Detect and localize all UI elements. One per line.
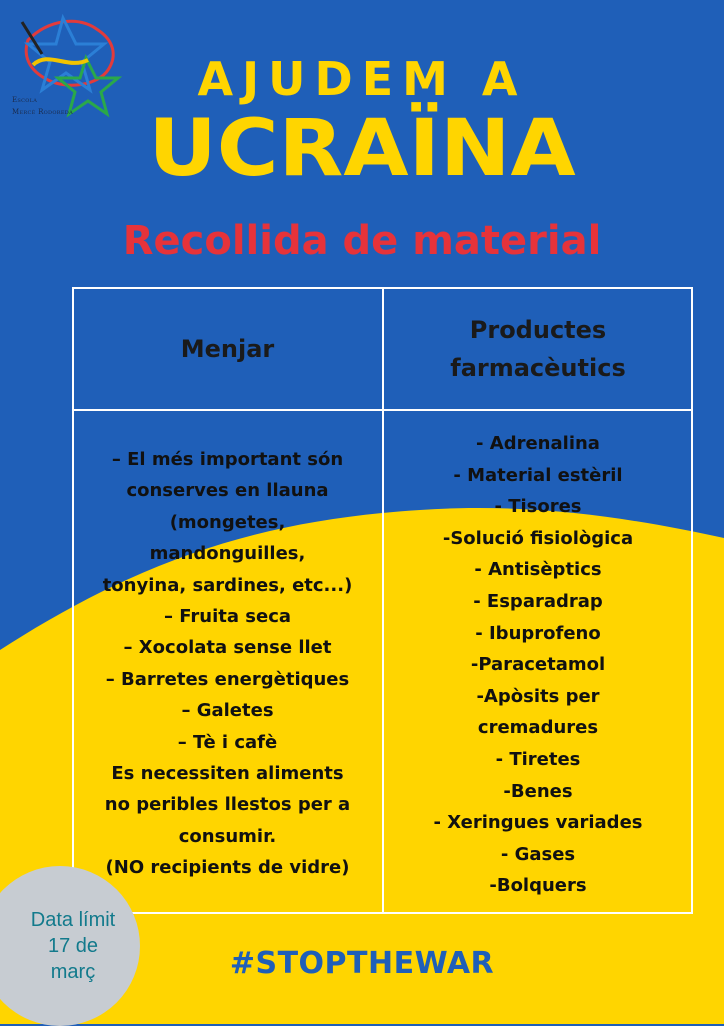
list-item: - Antisèptics bbox=[474, 559, 602, 581]
logo-line-2: Mercè Rodoreda bbox=[12, 108, 73, 116]
deadline-line-1: Data límit bbox=[30, 909, 116, 931]
list-item: – El més important són bbox=[111, 449, 344, 470]
list-item: (NO recipients de vidre) bbox=[105, 857, 350, 879]
list-item: – Fruita seca bbox=[163, 606, 292, 628]
list-item: no peribles llestos per a bbox=[104, 794, 351, 816]
hashtag: #STOPTHEWAR bbox=[229, 946, 495, 981]
list-item: – Barretes energètiques bbox=[105, 668, 350, 690]
list-item: - Tisores bbox=[494, 496, 582, 518]
list-item: - Tiretes bbox=[495, 748, 581, 770]
list-item: consumir. bbox=[178, 825, 277, 847]
list-item: conserves en llauna bbox=[126, 480, 329, 502]
list-item: -Apòsits per bbox=[476, 685, 600, 707]
list-item: cremadures bbox=[477, 717, 599, 739]
list-item: tonyina, sardines, etc...) bbox=[102, 574, 353, 596]
list-item: -Paracetamol bbox=[470, 654, 606, 676]
materials-table bbox=[72, 287, 693, 914]
list-item: - Gases bbox=[500, 843, 576, 865]
list-item: - Adrenalina bbox=[476, 433, 600, 454]
logo-line-1: Escola bbox=[12, 96, 38, 104]
header-pharma bbox=[383, 287, 693, 410]
title-line-1: AJUDEM A bbox=[197, 52, 527, 106]
header-pharma-line-1: Productes bbox=[469, 315, 607, 344]
list-item: – Xocolata sense llet bbox=[123, 637, 332, 659]
list-item: – Tè i cafè bbox=[177, 731, 278, 753]
deadline-line-2: 17 de bbox=[47, 935, 99, 957]
subtitle: Recollida de material bbox=[122, 218, 602, 264]
list-item: - Ibuprofeno bbox=[475, 622, 601, 644]
list-item: – Galetes bbox=[181, 700, 274, 722]
title-line-2: UCRAÏNA bbox=[148, 104, 576, 194]
list-item: -Bolquers bbox=[489, 875, 587, 897]
header-food: Menjar bbox=[180, 334, 275, 363]
food-list bbox=[72, 444, 383, 884]
list-item: - Material estèril bbox=[453, 464, 623, 486]
list-item: mandonguilles, bbox=[149, 543, 306, 565]
list-item: - Esparadrap bbox=[473, 590, 603, 612]
deadline-line-3: març bbox=[50, 961, 96, 983]
header-pharma-line-2: farmacèutics bbox=[450, 353, 626, 382]
list-item: Es necessiten aliments bbox=[111, 763, 344, 785]
list-item: -Benes bbox=[503, 780, 573, 802]
pharma-list bbox=[383, 428, 693, 902]
list-item: (mongetes, bbox=[169, 511, 286, 533]
list-item: - Xeringues variades bbox=[433, 812, 643, 834]
list-item: -Solució fisiològica bbox=[442, 527, 634, 549]
